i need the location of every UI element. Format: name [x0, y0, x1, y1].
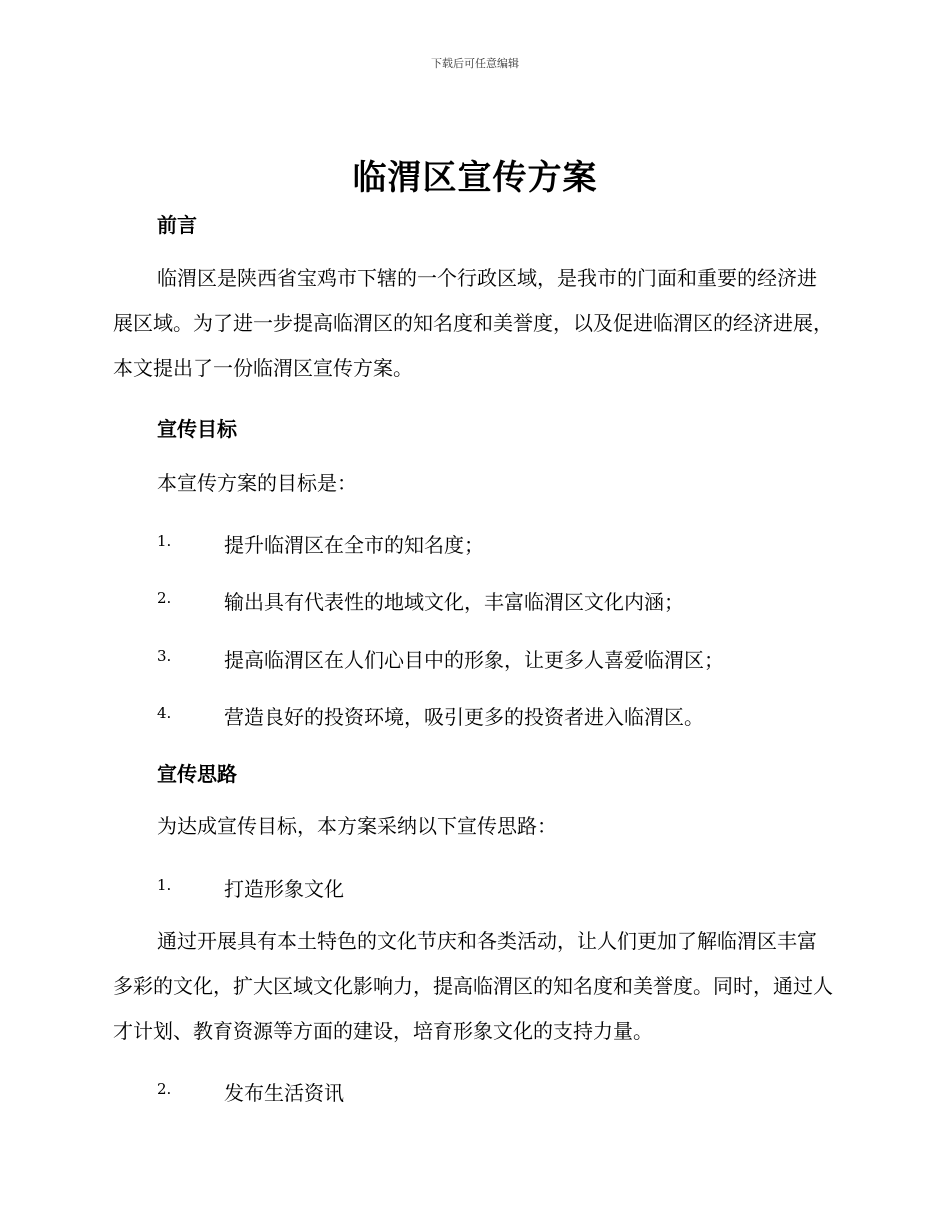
goal-item — [157, 586, 857, 614]
preface-heading: 前言 — [157, 213, 197, 237]
goals-intro: 本宣传方案的目标是： — [157, 471, 357, 495]
list-number: 2. — [157, 1080, 172, 1098]
ideas-heading: 宣传思路 — [157, 762, 237, 786]
list-text: 输出具有代表性的地域文化，丰富临渭区文化内涵； — [224, 590, 684, 614]
list-text: 打造形象文化 — [224, 877, 344, 901]
goal-item — [157, 701, 857, 729]
goal-item — [157, 644, 857, 672]
goal-item — [157, 529, 857, 557]
list-text: 营造良好的投资环境，吸引更多的投资者进入临渭区。 — [224, 705, 704, 729]
preface-paragraph: 临渭区是陕西省宝鸡市下辖的一个行政区域，是我市的门面和重要的经济进展区域。为了进一步提高临渭区的知名度和美誉度，以及促进临渭区的经济进展，本文提出了一份临渭区宣传方案。 — [113, 266, 833, 380]
idea-item — [157, 873, 857, 901]
list-number: 3. — [157, 647, 172, 665]
idea-item — [157, 1077, 857, 1105]
list-number: 1. — [157, 532, 172, 550]
goals-heading: 宣传目标 — [157, 417, 237, 441]
list-number: 1. — [157, 876, 172, 894]
list-text: 提高临渭区在人们心目中的形象，让更多人喜爱临渭区； — [224, 648, 724, 672]
list-text: 发布生活资讯 — [224, 1081, 344, 1105]
idea-paragraph: 通过开展具有本土特色的文化节庆和各类活动，让人们更加了解临渭区丰富多彩的文化，扩大区域文化影响力，提高临渭区的知名度和美誉度。同时，通过人才计划、教育资源等方面的建设，培育形象文化的支持力量。 — [113, 929, 833, 1043]
list-number: 2. — [157, 589, 172, 607]
list-text: 提升临渭区在全市的知名度； — [224, 533, 484, 557]
page-title: 临渭区宣传方案 — [352, 158, 598, 198]
ideas-intro: 为达成宣传目标，本方案采纳以下宣传思路： — [157, 814, 557, 838]
header-note: 下载后可任意编辑 — [431, 57, 519, 70]
list-number: 4. — [157, 704, 172, 722]
